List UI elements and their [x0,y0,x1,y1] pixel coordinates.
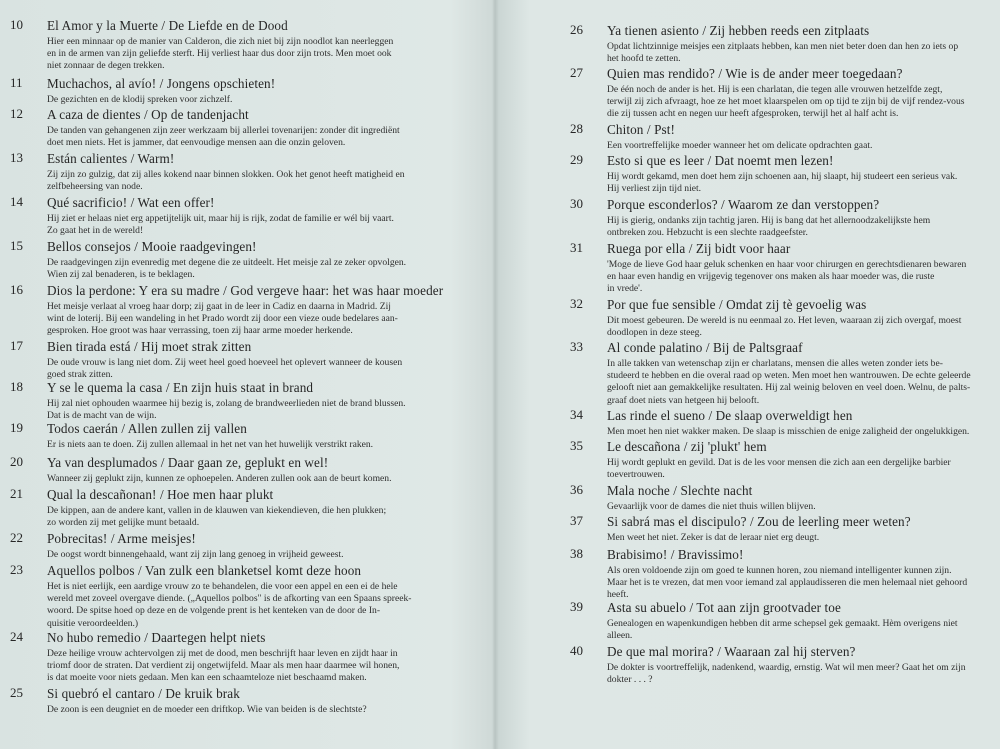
plate-description [47,549,415,561]
description-line: Als oren voldoende zijn om goed te kunnen horen, zou niemand intelligenter kunnen zijn. [607,565,952,576]
plate-number: 12 [10,106,23,121]
plate-number: 29 [570,152,583,167]
plate-description [47,125,415,149]
description-line: Er is niets aan te doen. Zij zullen allemaal in het net van het huwelijk verstrikt raken. [47,439,374,450]
plate-description [607,662,975,686]
plate-title: Están calientes / Warm! [47,151,175,166]
plate-number: 21 [10,486,23,501]
plate-number: 14 [10,194,23,209]
plate-description [607,457,975,481]
plate-entry [10,150,415,193]
description-line: woord. De spitse hoed op deze en de volgende prent is het kenteken van de door de In- [47,605,381,617]
plate-description [47,257,415,281]
plate-number: 38 [570,546,583,561]
plate-entry [10,486,415,529]
plate-title: Las rinde el sueno / De slaap overweldigt hen [607,408,853,423]
plate-entry [570,438,975,481]
plate-number: 17 [10,338,23,353]
plate-title: Ya van desplumados / Daar gaan ze, geplukt en wel! [47,455,329,470]
plate-entry [570,407,975,438]
plate-title: Ruega por ella / Zij bidt voor haar [607,241,791,256]
plate-title: Porque esconderlos? / Waarom ze dan verstoppen? [607,197,880,212]
description-line: Hier een minnaar op de manier van Calderon, die zich niet bij zijn noodlot kan neerleggen [47,36,394,47]
plate-number: 13 [10,150,23,165]
description-line: Wanneer zij geplukt zijn, kunnen ze ophoepelen. Anderen zullen ook aan de beurt komen. [47,473,392,484]
plate-title: Todos caerán / Allen zullen zij vallen [47,421,247,436]
plate-title: Chiton / Pst! [607,122,675,137]
description-line: De kippen, aan de andere kant, vallen in de klauwen van kiekendieven, die hen plukken; [47,505,387,516]
description-line: 'Moge de lieve God haar geluk schenken en haar voor chirurgen en gerechtsdienaren bewaren [607,259,967,270]
plate-description [47,357,415,381]
plate-description [607,84,975,121]
plate-number: 22 [10,530,23,545]
description-line: en haar even handig en vrijgevig tegenover ons maken als haar moeder was, die ruste [607,271,935,283]
description-line: zo worden zij met gelijke munt betaald. [47,517,200,529]
description-line: alleen. [607,630,633,642]
plate-number: 34 [570,407,583,422]
plate-description [47,648,415,685]
plate-number: 16 [10,282,23,297]
plate-description [607,259,975,296]
plate-title: Bellos consejos / Mooie raadgevingen! [47,239,257,254]
plate-description [607,426,975,438]
description-line: Opdat lichtzinnige meisjes een zitplaats hebben, kan men niet beter doen dan hen zo iets op [607,41,959,52]
plate-title: Por que fue sensible / Omdat zij tè gevoelig was [607,297,867,312]
plate-title: Bien tirada está / Hij moet strak zitten [47,339,252,354]
description-line: Hij is gierig, ondanks zijn tachtig jaren. Hij is bang dat het allernoodzakelijkste hem [607,215,931,226]
plate-title: Si sabrá mas el discipulo? / Zou de leerling meer weten? [607,514,911,529]
description-line: Deze heilige vrouw achtervolgen zij met de dood, men beschrijft haar leven en zijdt haar in [47,648,398,659]
plate-description [607,618,975,642]
plate-entry [570,152,975,195]
plate-title: Aquellos polbos / Van zulk een blanketsel komt deze hoon [47,563,362,578]
description-line: wereld met zoveel overgave diende. („Aquellos polbos" is de afkorting van een Spaans spreek- [47,593,412,605]
description-line: Dit moest gebeuren. De wereld is nu eenmaal zo. Het leven, waaraan zij zich overgaf, moest [607,315,962,326]
plate-description [47,581,415,630]
plate-entry [10,379,415,422]
plate-title: Mala noche / Slechte nacht [607,483,753,498]
description-line: toevertrouwen. [607,469,665,481]
description-line: die zij tussen acht en negen uur heeft afgesproken, terwijl het al half acht is. [607,108,899,120]
plate-title: Asta su abuelo / Tot aan zijn grootvader toe [607,600,841,615]
description-line: Hij ziet er helaas niet erg appetijtelijk uit, maar hij is rijk, zodat de familie er wél bij vaart. [47,213,394,224]
plate-entry [570,65,975,121]
plate-entry [10,17,415,73]
plate-description [607,532,975,544]
plate-entry [10,106,415,149]
plate-title: Si quebró el cantaro / De kruik brak [47,686,240,701]
plate-title: Brabisimo! / Bravissimo! [607,547,744,562]
plate-number: 35 [570,438,583,453]
plate-entry [570,546,975,602]
plate-entry [570,240,975,296]
plate-title: A caza de dientes / Op de tandenjacht [47,107,249,122]
description-line: zelfbeheersing van node. [47,181,143,193]
description-line: Men weet het niet. Zeker is dat de leraar niet erg deugt. [607,532,820,543]
plate-title: Qué sacrificio! / Wat een offer! [47,195,215,210]
plate-description [607,358,975,407]
plate-description [47,439,415,451]
plate-number: 10 [10,17,23,32]
description-line: Hij wordt geplukt en gevild. Dat is de les voor mensen die zich aan een dergelijke barbier [607,457,951,468]
description-line: gesproken. Hoe groot was haar verrassing, toen zij haar arme moeder herkende. [47,325,353,337]
plate-title: Ya tienen asiento / Zij hebben reeds een zitplaats [607,23,870,38]
plate-number: 27 [570,65,583,80]
description-line: Wien zij zal benaderen, is te beklagen. [47,269,195,281]
plate-description [607,565,975,602]
description-line: studeerd te hebben en die overal raad op weten. Men moet hen wantrouwen. De echte geleerde [607,370,971,382]
plate-number: 25 [10,685,23,700]
plate-entry [10,282,444,338]
description-line: Het meisje verlaat al vroeg haar dorp; zij gaat in de leer in Cadiz en daarna in Madrid. Zij [47,301,391,312]
description-line: Hij zal niet ophouden waarmee hij bezig is, zolang de brandweerlieden niet de brand blussen. [47,398,406,409]
description-line: het hoofd te zetten. [607,53,681,65]
plate-number: 40 [570,643,583,658]
plate-entry [570,339,975,407]
description-line: Hij wordt gekamd, men doet hem zijn schoenen aan, hij slaapt, hij studeert een serieus vak. [607,171,958,182]
plate-title: No hubo remedio / Daartegen helpt niets [47,630,266,645]
description-line: De oude vrouw is lang niet dom. Zij weet heel goed hoeveel het oplevert wanneer de kousen [47,357,403,368]
description-line: Men moet hen niet wakker maken. De slaap is misschien de enige zaligheid der ongelukkigen. [607,426,970,437]
description-line: Hij verliest zijn tijd niet. [607,183,702,195]
plate-number: 30 [570,196,583,211]
plate-description [47,301,415,338]
description-line: De raadgevingen zijn evenredig met degene die ze uitdeelt. Het meisje zal ze zeker opvolgen. [47,257,407,268]
plate-number: 31 [570,240,583,255]
plate-title: Pobrecitas! / Arme meisjes! [47,531,196,546]
plate-number: 18 [10,379,23,394]
plate-entry [570,121,975,152]
plate-description [607,501,975,513]
plate-number: 39 [570,599,583,614]
description-line: en in de armen van zijn geliefde sterft. Hij verliest haar dus door zijn trots. Men moet ook [47,48,392,60]
plate-description [607,171,975,195]
plate-number: 32 [570,296,583,311]
plate-number: 37 [570,513,583,528]
plate-number: 20 [10,454,23,469]
plate-entry [570,296,975,339]
plate-title: Le descañona / zij 'plukt' hem [607,439,767,454]
description-line: terwijl zij zich afvraagt, hoe ze het moet klaarspelen om op tijd te zijn bij de vijf rendez-vous [607,96,965,108]
plate-number: 36 [570,482,583,497]
plate-entry [570,196,975,239]
description-line: Maar het is te vrezen, dat men voor iemand zal applaudisseren die men helemaal niet gehoord [607,577,968,589]
plate-entry [10,420,415,451]
plate-number: 33 [570,339,583,354]
plate-number: 24 [10,629,23,644]
plate-description [47,94,415,106]
plate-entry [570,599,975,642]
plate-number: 11 [10,75,23,90]
description-line: is dat moeite voor niets gedaan. Men kan een schaamteloze niet beschaamd maken. [47,672,367,684]
plate-title: Qual la descañonan! / Hoe men haar plukt [47,487,274,502]
plate-description [47,505,415,529]
plate-description [607,41,975,65]
plate-entry [10,238,415,281]
description-line: quisitie veroordeelden.) [47,617,139,629]
description-line: gelooft niet aan gemakkelijke resultaten. Hij zal weinig beloven en veel doen. Welnu, de palts- [607,382,971,394]
plate-description [47,398,415,422]
plate-number: 19 [10,420,23,435]
plate-title: El Amor y la Muerte / De Liefde en de Dood [47,18,288,33]
plate-number: 15 [10,238,23,253]
plate-description [607,140,975,152]
description-line: doodlopen in deze steeg. [607,327,702,339]
description-line: doet men niets. Het is jammer, dat eenvoudige mensen aan die onzin geloven. [47,137,346,149]
plate-entry [10,685,415,716]
plate-description [47,213,415,237]
description-line: niet zonnaar de degen trekken. [47,60,165,72]
description-line: Zo gaat het in de wereld! [47,225,144,237]
description-line: Zij zijn zo gulzig, dat zij alles kokend naar binnen slokken. Ook het genot heeft matigheid en [47,169,405,180]
plate-description [607,315,975,339]
plate-number: 28 [570,121,583,136]
plate-entry [10,194,415,237]
plate-entry [10,562,415,630]
plate-entry [570,482,975,513]
description-line: Een voortreffelijke moeder wanneer het om delicate opdrachten gaat. [607,140,873,151]
plate-description [47,473,415,485]
plate-number: 23 [10,562,23,577]
plate-title: Quien mas rendido? / Wie is de ander meer toegedaan? [607,66,903,81]
plate-description [47,36,415,73]
plate-description [47,169,415,193]
description-line: Gevaarlijk voor de dames die niet thuis willen blijven. [607,501,816,512]
plate-description [607,215,975,239]
description-line: dokter . . . ? [607,674,653,686]
description-line: heeft. [607,589,629,601]
description-line: graaf doet niets van hetgeen hij belooft. [607,394,760,406]
plate-title: Dios la perdone: Y era su madre / God vergeve haar: het was haar moeder [47,283,444,298]
description-line: Dat is de macht van de wijn. [47,410,157,422]
plate-title: Muchachos, al avío! / Jongens opschieten! [47,76,276,91]
description-line: De één noch de ander is het. Hij is een charlatan, die tegen alle vrouwen hetzelfde zegt, [607,84,943,95]
description-line: Genealogen en wapenkundigen hebben dit arme schepsel gek gemaakt. Hèm overigens niet [607,618,958,629]
description-line: ontbreken zou. Hebzucht is een slechte raadgeefster. [607,227,808,239]
description-line: wint de loterij. Bij een wandeling in het Prado wordt zij door een vieze oude bedelares aan- [47,313,398,325]
plate-entry [10,75,415,106]
description-line: in vrede'. [607,283,643,295]
description-line: De tanden van gehangenen zijn zeer werkzaam bij allerlei tovenarijen: zonder dit ingrediënt [47,125,400,136]
plate-entry [570,643,975,686]
description-line: triomf door de straten. Dat verdient zij ongetwijfeld. Maar als men haar daarmee wil honen, [47,660,400,672]
plate-entry [570,513,975,544]
plate-number: 26 [570,22,583,37]
description-line: De gezichten en de klodij spreken voor zichzelf. [47,94,233,105]
plate-title: Y se le quema la casa / En zijn huis staat in brand [47,380,314,395]
plate-title: De que mal morira? / Waaraan zal hij sterven? [607,644,856,659]
description-line: In alle takken van wetenschap zijn er charlatans, mensen die alles weten zonder iets be- [607,358,943,369]
description-line: De dokter is voortreffelijk, nadenkend, waardig, ernstig. Wat wil men meer? Gaat het om zijn [607,662,966,673]
description-line: De zoon is een deugniet en de moeder een driftkop. Wie van beiden is de slechtste? [47,704,367,715]
plate-entry [10,338,415,381]
description-line: De oogst wordt binnengehaald, want zij zijn lang genoeg in vrijheid geweest. [47,549,344,560]
plate-title: Al conde palatino / Bij de Paltsgraaf [607,340,803,355]
description-line: goed strak zitten. [47,369,113,381]
plate-entry [10,629,415,685]
plate-entry [10,454,415,485]
description-line: Het is niet eerlijk, een aardige vrouw zo te behandelen, die voor een appel en een ei de hele [47,581,398,592]
plate-title: Esto si que es leer / Dat noemt men lezen! [607,153,834,168]
plate-entry [10,530,415,561]
plate-description [47,704,415,716]
plate-entry [570,22,975,65]
